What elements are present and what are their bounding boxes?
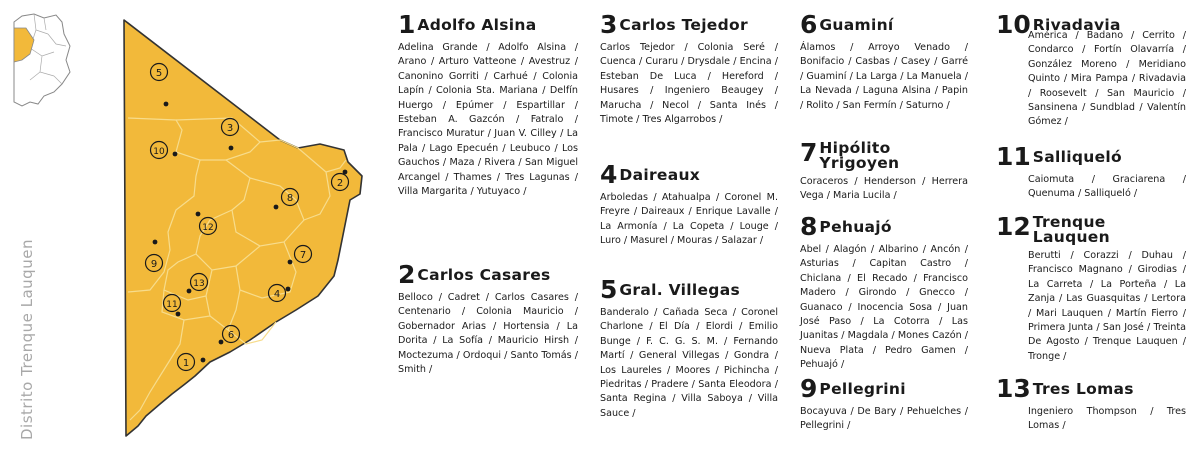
- marker-label: 5: [155, 68, 163, 79]
- district-entry: [800, 12, 968, 113]
- district-number: 3: [600, 10, 618, 39]
- district-heading: [600, 277, 778, 302]
- seat-dot: [286, 287, 291, 292]
- district-localities: Ingeniero Thompson / Tres Lomas /: [1028, 406, 1186, 432]
- district-number: 8: [800, 212, 818, 241]
- marker-label: 6: [227, 330, 235, 341]
- district-heading: [398, 12, 578, 37]
- marker-label: 4: [273, 289, 281, 300]
- marker-label: 10: [153, 147, 165, 157]
- marker-label: 2: [336, 178, 344, 189]
- region-outline: [124, 20, 362, 436]
- marker-label: 1: [182, 358, 190, 369]
- seat-dot: [274, 205, 279, 210]
- side-title: Distrito Trenque Lauquen: [18, 239, 36, 440]
- district-name: Tres Lomas: [1032, 380, 1134, 398]
- district-number: 6: [800, 10, 818, 39]
- district-localities: Adelina Grande / Adolfo Alsina / Arano / Arturo Vatteone / Avestruz / Canonino Gorriti / Carhué / Colonia Lapín / Colonia Sta. Mariana / Delfín Huergo / Epúmer / Espartillar / Esteban A. Gazcón / Fatralo / Francisco Muratur / Juan V. Cilley / La Pala / Lago Epecuén / Leubuco / Los Gauchos / Maza / Rivera / San Miguel Arcangel / Thames / Tres Lagunas / Villa Margarita / Yutuyaco /: [398, 42, 578, 198]
- district-localities: Abel / Alagón / Albarino / Ancón / Asturias / Capitan Castro / Chiclana / El Recado / Francisco Madero / Girondo / Gnecco / Guanaco / Inocencia Sosa / Juan José Paso / La Cotorra / Las Juanitas / Magdala / Mones Cazón / Nueva Plata / Pedro Gamen / Pehuajó /: [800, 244, 968, 371]
- seat-dot: [153, 240, 158, 245]
- district-localities: Álamos / Arroyo Venado / Bonifacio / Casbas / Casey / Garré / Guaminí / La Larga / La Manuela / La Nevada / Laguna Alsina / Papin / Rolito / San Fermín / Saturno /: [800, 42, 968, 111]
- seat-dot: [219, 340, 224, 345]
- district-number: 9: [800, 374, 818, 403]
- district-heading: [800, 376, 968, 401]
- district-localities: Arboledas / Atahualpa / Coronel M. Freyre / Daireaux / Enrique Lavalle / La Armonía / La Copeta / Louge / Luro / Masurel / Mouras / Salazar /: [600, 192, 778, 247]
- seat-dot: [173, 152, 178, 157]
- marker-label: 8: [286, 193, 294, 204]
- district-entry: [996, 376, 1186, 434]
- district-heading: [398, 262, 578, 287]
- district-map: [0, 0, 390, 450]
- district-localities: Belloco / Cadret / Carlos Casares / Centenario / Colonia Mauricio / Gobernador Arias / Hortensia / La Dorita / La Sofía / Mauricio Hirsh / Moctezuma / Ordoqui / Santo Tomás / Smith /: [398, 292, 578, 376]
- district-name: Carlos Tejedor: [619, 16, 748, 34]
- map-area: [0, 0, 390, 450]
- seat-dot: [164, 102, 169, 107]
- district-name: Hipólito Yrigoyen: [819, 139, 900, 172]
- district-name: Adolfo Alsina: [417, 16, 537, 34]
- district-entry: [398, 262, 578, 377]
- district-heading: [996, 144, 1186, 169]
- district-entry: [996, 144, 1186, 202]
- province-locator: [14, 14, 70, 106]
- district-heading: [600, 162, 778, 187]
- district-entry: [600, 12, 778, 127]
- district-number: 13: [996, 374, 1031, 403]
- district-number: 10: [996, 10, 1031, 39]
- marker-label: 3: [226, 123, 234, 134]
- district-legend: [398, 10, 1198, 445]
- district-entry: [996, 12, 1186, 130]
- district-entry: [800, 376, 968, 434]
- district-entry: [996, 214, 1186, 364]
- district-localities: Banderalo / Cañada Seca / Coronel Charlone / El Día / Elordi / Emilio Bunge / F. C. G. S. M. / Fernando Martí / General Villegas / Gondra / Los Laureles / Moores / Pichincha / Piedritas / Pradere / Santa Eleodora / Santa Regina / Villa Saboya / Villa Sauce /: [600, 307, 778, 419]
- district-name: Rivadavia: [1032, 16, 1121, 34]
- district-heading: [800, 12, 968, 37]
- district-localities: América / Badano / Cerrito / Condarco / Fortín Olavarría / González Moreno / Meridiano Quinto / Mira Pampa / Rivadavia / Roosevelt / San Mauricio / Sansinena / Sundblad / Valentín Gómez /: [1028, 30, 1186, 128]
- marker-label: 12: [202, 223, 214, 233]
- seat-dot: [229, 146, 234, 151]
- marker-label: 11: [166, 300, 178, 310]
- seat-dot: [343, 170, 348, 175]
- district-entry: [600, 277, 778, 421]
- marker-label: 13: [193, 279, 205, 289]
- district-localities: Carlos Tejedor / Colonia Seré / Cuenca / Curaru / Drysdale / Encina / Esteban De Luca / Hereford / Husares / Ingeniero Beaugey / Marucha / Necol / Santa Inés / Timote / Tres Algarrobos /: [600, 42, 778, 126]
- district-number: 12: [996, 212, 1031, 241]
- marker-label: 7: [299, 250, 307, 261]
- district-heading: [996, 214, 1186, 245]
- district-number: 4: [600, 160, 618, 189]
- district-entry: [600, 162, 778, 249]
- seat-dot: [288, 260, 293, 265]
- district-name: Daireaux: [619, 166, 701, 184]
- district-localities: Berutti / Corazzi / Duhau / Francisco Magnano / Girodias / La Carreta / La Porteña / La Zanja / Las Guasquitas / Lertora / Mari Lauquen / Martín Fierro / Primera Junta / San José / Treinta De Agosto / Trenque Lauquen / Tronge /: [1028, 250, 1186, 362]
- district-entry: [800, 140, 968, 204]
- district-name: Carlos Casares: [417, 266, 551, 284]
- seat-dot: [187, 289, 192, 294]
- district-name: Guaminí: [819, 16, 894, 34]
- seat-dot: [196, 212, 201, 217]
- district-heading: [800, 140, 968, 171]
- district-entry: [800, 214, 968, 373]
- district-localities: Coraceros / Henderson / Herrera Vega / Maria Lucila /: [800, 176, 968, 202]
- seat-dot: [201, 358, 206, 363]
- district-entry: [398, 12, 578, 199]
- district-number: 11: [996, 142, 1031, 171]
- district-name: Gral. Villegas: [619, 281, 740, 299]
- marker-label: 9: [150, 259, 158, 270]
- district-number: 7: [800, 138, 818, 167]
- district-name: Trenque Lauquen: [1032, 213, 1110, 246]
- district-heading: [996, 376, 1186, 401]
- district-heading: [600, 12, 778, 37]
- district-localities: Caiomuta / Graciarena / Quenuma / Salliqueló /: [1028, 174, 1186, 200]
- district-localities: Bocayuva / De Bary / Pehuelches / Pellegrini /: [800, 406, 968, 432]
- seat-dot: [176, 312, 181, 317]
- district-name: Pehuajó: [819, 218, 892, 236]
- district-number: 1: [398, 10, 416, 39]
- district-number: 5: [600, 275, 618, 304]
- district-name: Pellegrini: [819, 380, 906, 398]
- district-number: 2: [398, 260, 416, 289]
- district-heading: [800, 214, 968, 239]
- district-name: Salliqueló: [1032, 148, 1122, 166]
